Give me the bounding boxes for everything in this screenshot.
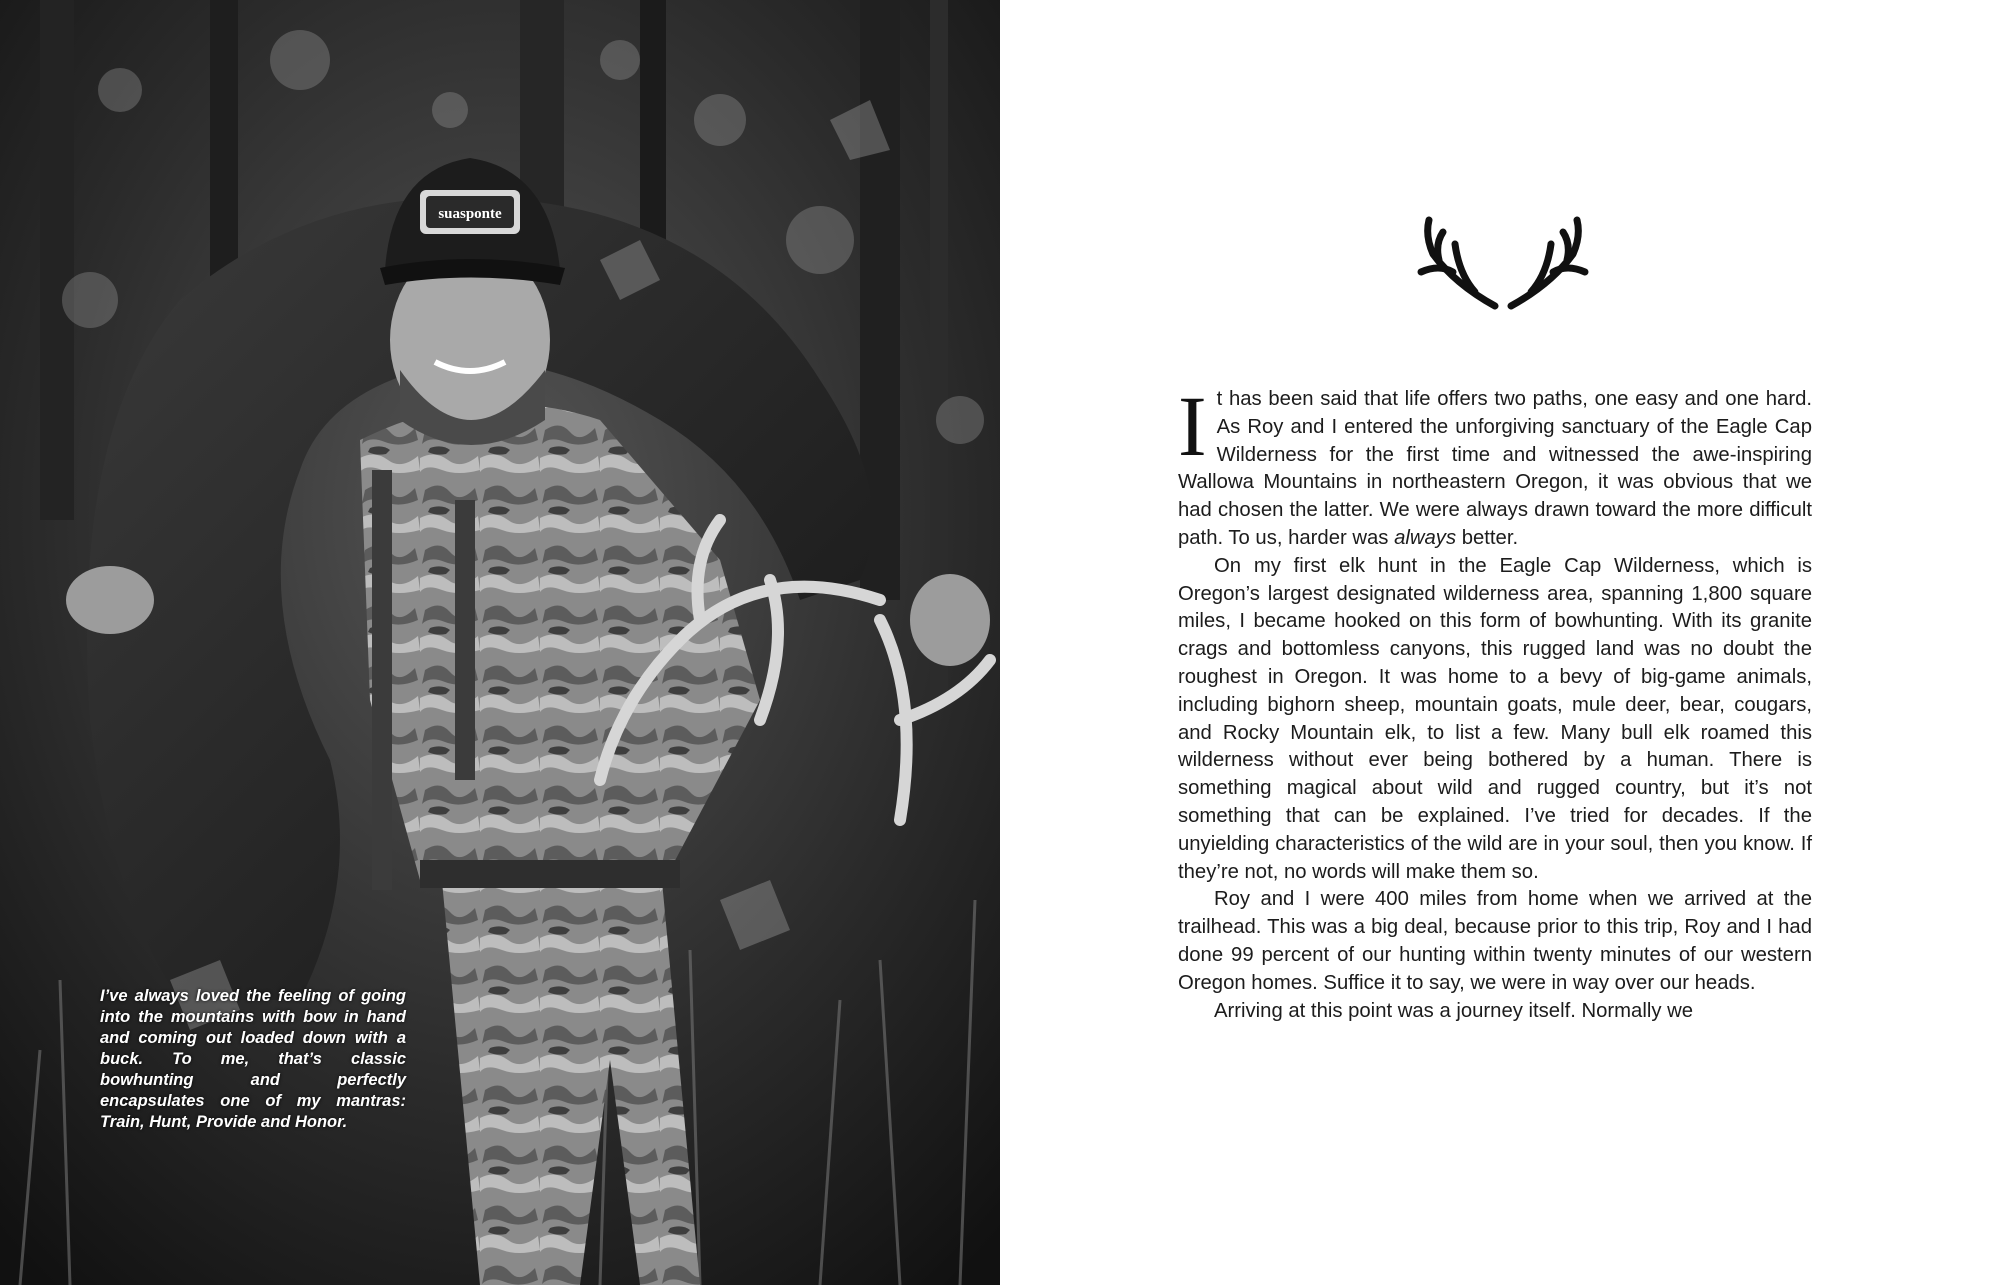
paragraph-2: On my first elk hunt in the Eagle Cap Wilderness, which is Oregon’s largest designated wilderness area, spanning 1,800 square miles, I became hooked on this form of bowhunting. With its granite crags and bottomless canyons, this rugged land was no doubt the roughest in Oregon. It was home to a bevy of big-game animals, including bighorn sheep, mountain goats, mule deer, bear, cougars, and Rocky Mountain elk, to list a few. Many bull elk roamed this wilderness without ever being bothered by a human. There is something magical about wild and rugged country, but it’s not something that can be explained. I’ve tried for decades. If the unyielding characteristics of the wild are in your soul, then you know. If they’re not, no words will make them so. (1178, 554, 1812, 883)
paragraph-1-text-b: better. (1456, 526, 1519, 549)
elk-antlers-icon (1415, 214, 1591, 314)
cap-logo: suasponte (438, 206, 502, 222)
paragraph-1 (1178, 378, 1812, 553)
paragraph-1-text-a: t has been said that life offers two paths, one easy and one hard. As Roy and I entered the unforgiving sanctuary of the Eagle Cap Wilderness for the first time and witnessed the awe-inspiring Wallowa Mountains in northeastern Oregon, it was obvious that we had chosen the latter. We were always drawn toward the more difficult path. To us, harder was (1178, 388, 1812, 549)
article-body (1178, 378, 1812, 1025)
photo-caption: I’ve always loved the feeling of going into the mountains with bow in hand and coming out loaded down with a buck. To me, that’s classic bowhunting and perfectly encapsulates one of my mantras: Train, Hunt, Provide and Honor. (100, 987, 406, 1131)
article-page (1000, 0, 2000, 1285)
paragraph-3: Roy and I were 400 miles from home when we arrived at the trailhead. This was a big deal, because prior to this trip, Roy and I had done 99 percent of our hunting within twenty minutes of our western Oregon homes. Suffice it to say, we were in way over our heads. (1178, 888, 1812, 994)
drop-cap: I (1178, 378, 1207, 474)
paragraph-1-emphasis: always (1394, 526, 1457, 549)
paragraph-4: Arriving at this point was a journey itself. Normally we (1214, 999, 1694, 1022)
